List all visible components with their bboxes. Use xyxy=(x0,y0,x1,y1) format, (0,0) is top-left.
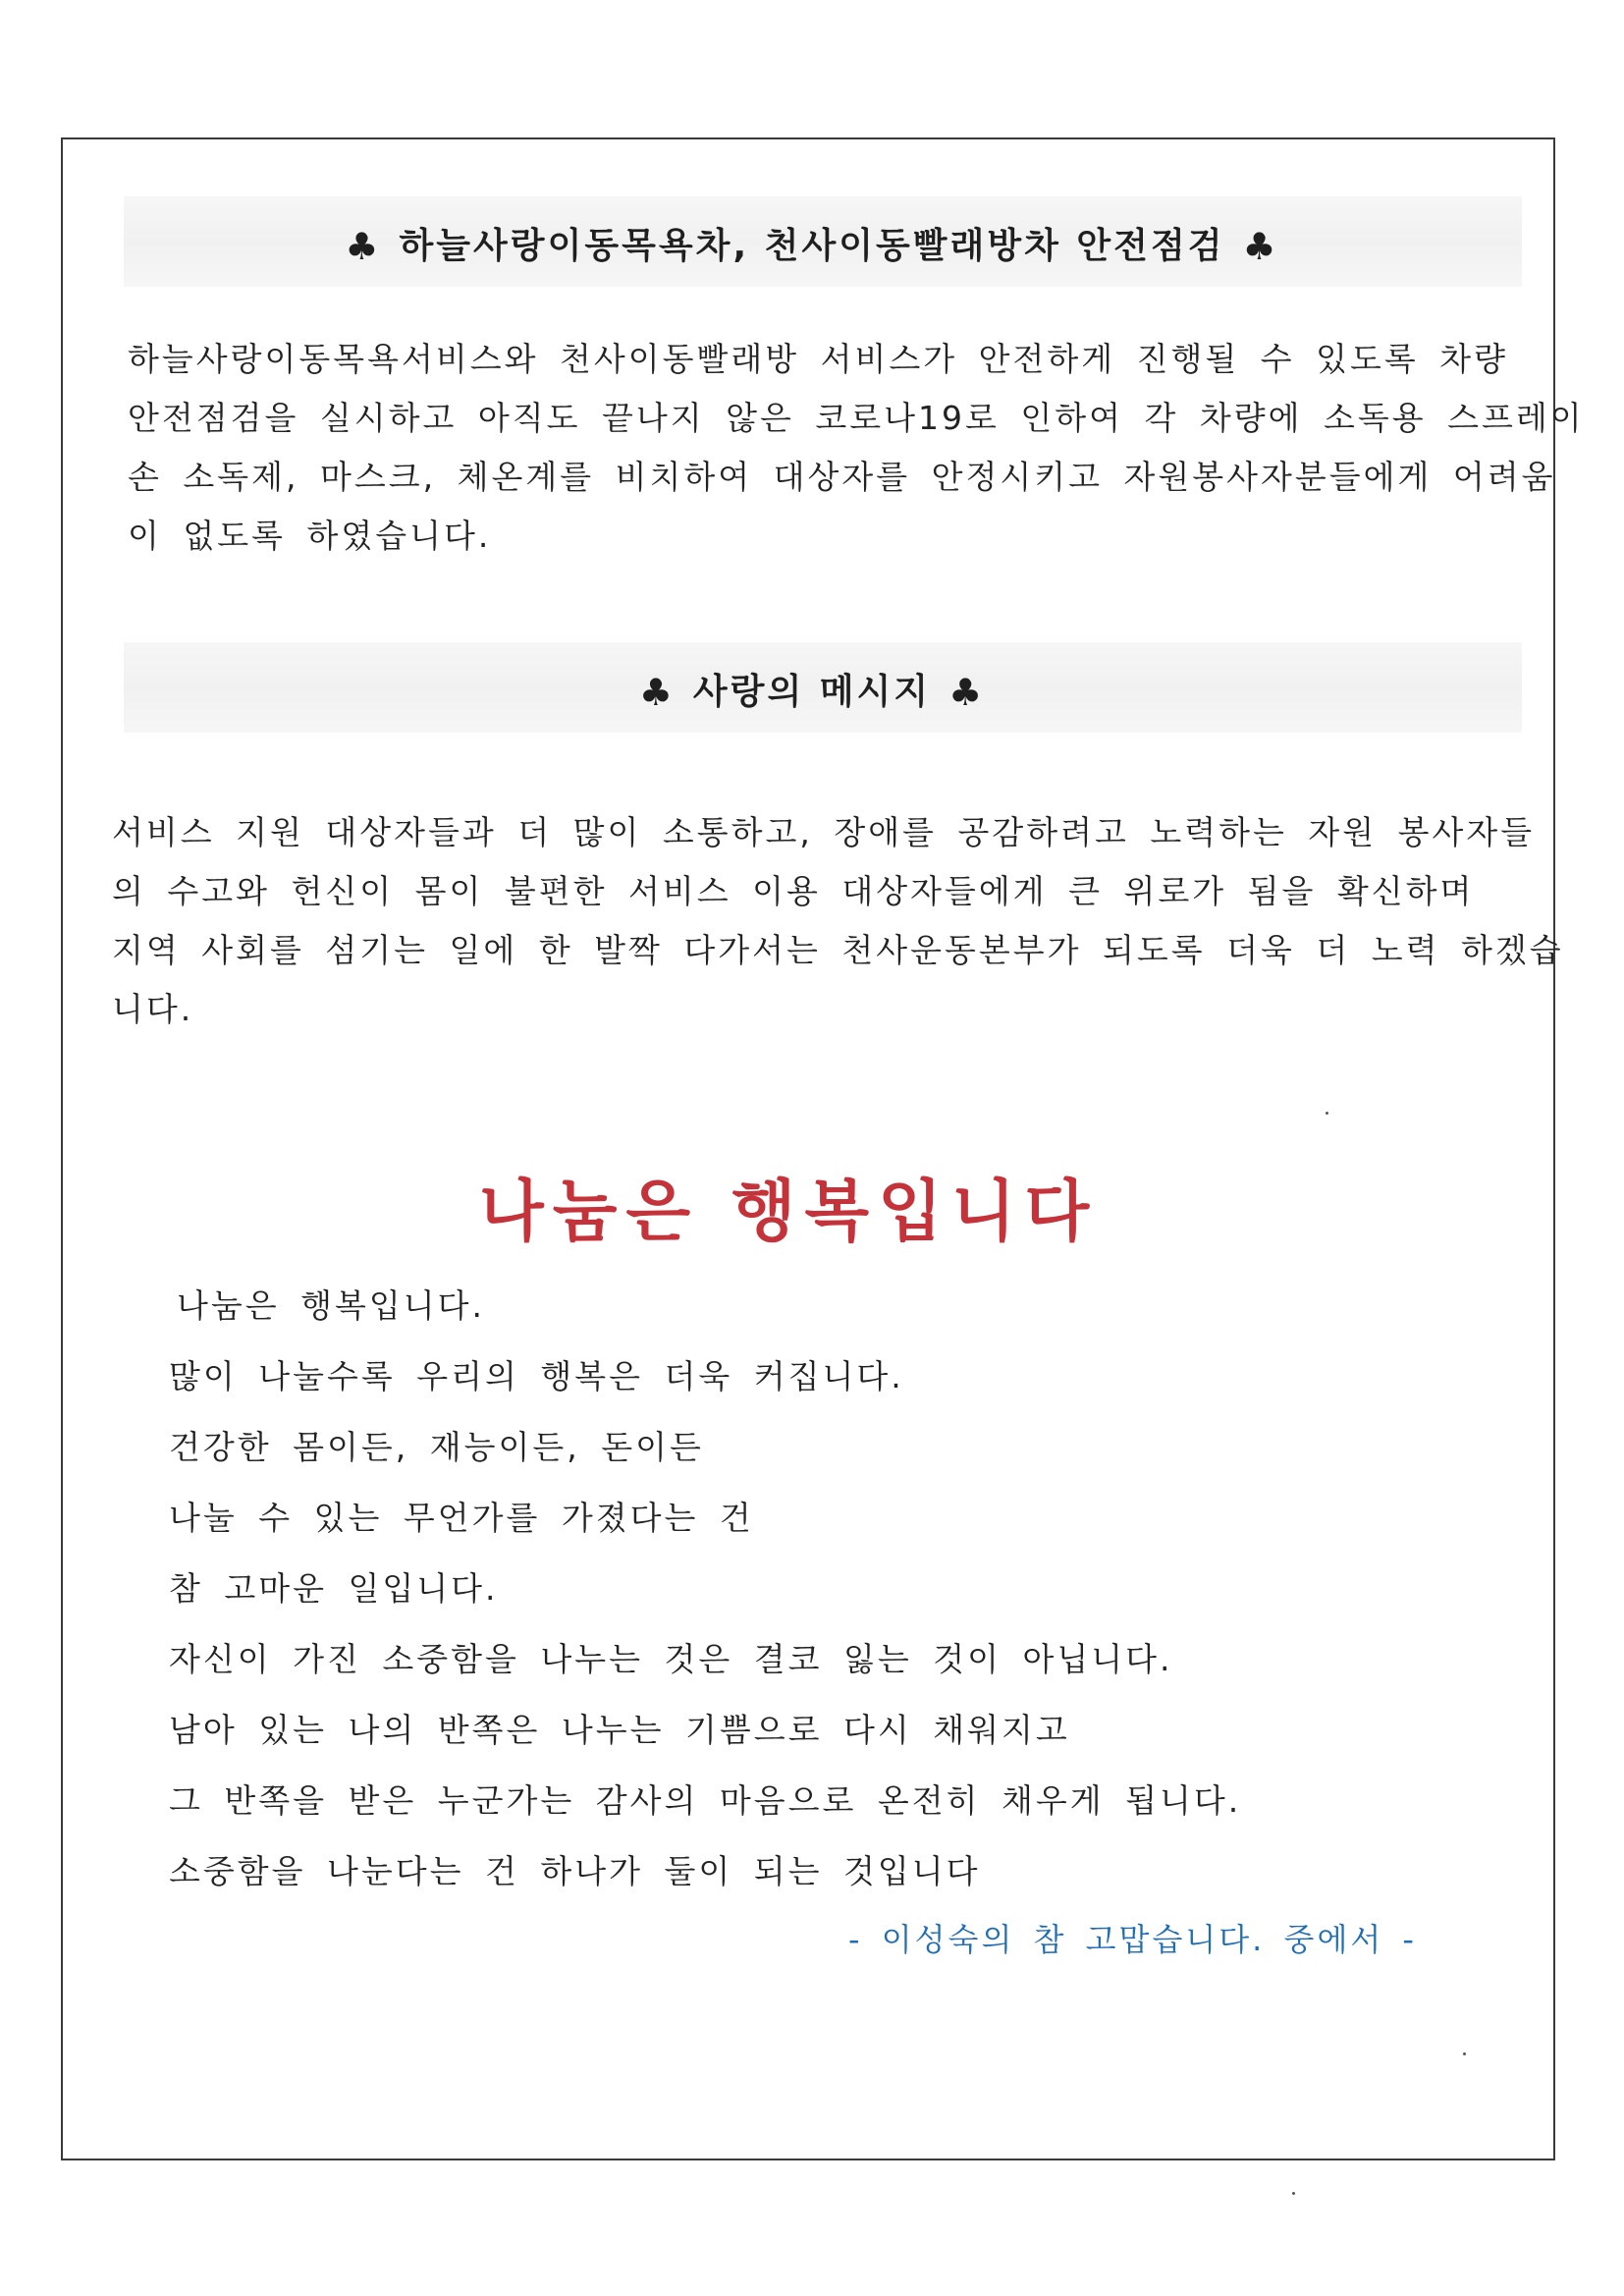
paragraph-line: 손 소독제, 마스크, 체온계를 비치하여 대상자를 안정시키고 자원봉사자분들에게 어려움 xyxy=(128,458,1556,496)
paragraph-line: 이 없도록 하였습니다. xyxy=(128,517,492,555)
poem-line: 건강한 몸이든, 재능이든, 돈이든 xyxy=(169,1428,704,1466)
scan-speck xyxy=(1292,2192,1295,2195)
section1-heading xyxy=(0,218,1624,268)
poem-line: 소중함을 나눈다는 건 하나가 둘이 되는 것입니다 xyxy=(169,1852,981,1890)
poem-title: 나눔은 행복입니다 xyxy=(479,1174,1099,1251)
poem-line: 나눔은 행복입니다. xyxy=(177,1286,486,1325)
section2-heading-text: 사랑의 메시지 xyxy=(692,672,932,712)
club-suit-icon: ♣ xyxy=(1242,225,1279,268)
section2-heading xyxy=(0,664,1624,714)
club-suit-icon: ♣ xyxy=(948,671,986,714)
poem-line: 자신이 가진 소중함을 나누는 것은 결코 잃는 것이 아닙니다. xyxy=(169,1640,1173,1678)
poem-body xyxy=(169,1271,1241,1907)
poem-line: 참 고마운 일입니다. xyxy=(169,1569,499,1608)
paragraph-line: 서비스 지원 대상자들과 더 많이 소통하고, 장애를 공감하려고 노력하는 자원 봉사자들 xyxy=(112,813,1536,851)
poem-line: 나눌 수 있는 무언가를 가졌다는 건 xyxy=(169,1499,754,1537)
scan-speck xyxy=(1463,2052,1466,2055)
section1-paragraph xyxy=(128,330,1585,566)
paragraph-line: 니다. xyxy=(112,990,194,1028)
poem-line: 많이 나눌수록 우리의 행복은 더욱 커집니다. xyxy=(169,1357,904,1395)
poem-line: 그 반쪽을 받은 누군가는 감사의 마음으로 온전히 채우게 됩니다. xyxy=(169,1781,1242,1820)
poem-attribution: - 이성숙의 참 고맙습니다. 중에서 - xyxy=(848,1921,1417,1958)
section2-paragraph xyxy=(112,803,1564,1039)
paragraph-line: 안전점검을 실시하고 아직도 끝나지 않은 코로나19로 인하여 각 차량에 소독용 스프레이 xyxy=(128,399,1585,437)
paragraph-line: 하늘사랑이동목욕서비스와 천사이동빨래방 서비스가 안전하게 진행될 수 있도록 차량 xyxy=(128,340,1509,378)
paragraph-line: 의 수고와 헌신이 몸이 불편한 서비스 이용 대상자들에게 큰 위로가 됨을 확신하며 xyxy=(112,872,1475,910)
poem-line: 남아 있는 나의 반쪽은 나누는 기쁨으로 다시 채워지고 xyxy=(169,1711,1070,1749)
paragraph-line: 지역 사회를 섬기는 일에 한 발짝 다가서는 천사운동본부가 되도록 더욱 더 노력 하겠습 xyxy=(112,931,1564,969)
section1-heading-text: 하늘사랑이동목욕차, 천사이동빨래방차 안전점검 xyxy=(399,226,1225,266)
club-suit-icon: ♣ xyxy=(345,225,382,268)
scan-speck xyxy=(1326,1112,1328,1115)
club-suit-icon: ♣ xyxy=(638,671,676,714)
